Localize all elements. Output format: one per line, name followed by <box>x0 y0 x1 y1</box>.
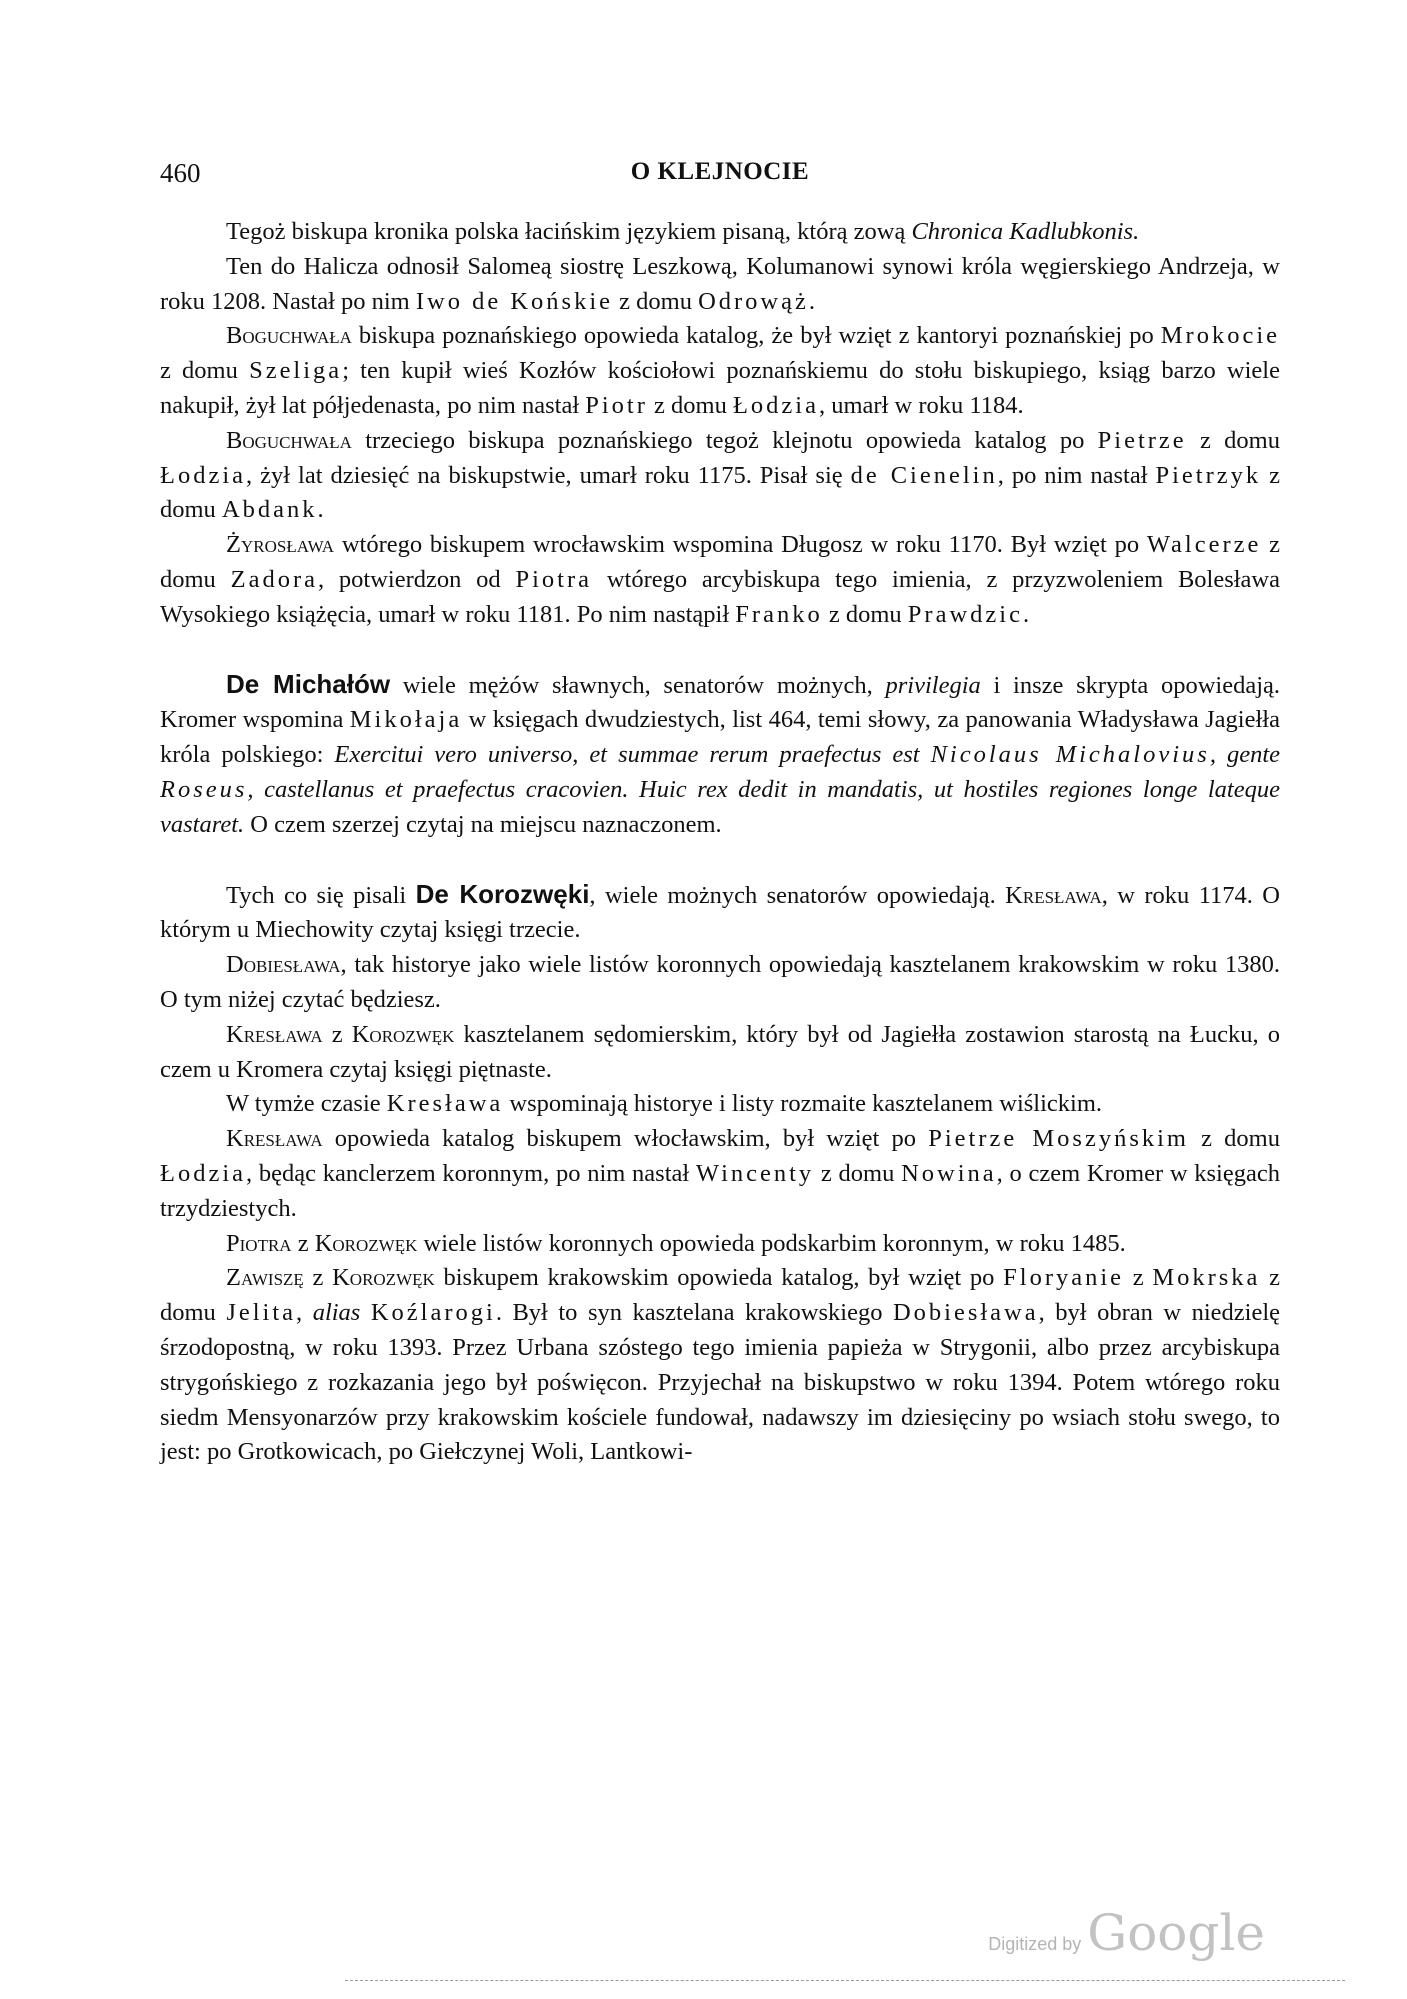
text-run: Wincenty <box>695 1159 815 1187</box>
text-run: z domu <box>160 531 1281 593</box>
text-run: Abdank <box>221 496 318 524</box>
text-run: wtórego arcybiskupa tego imienia, z przyzwoleniem Bolesława Wysokiego książęcia, umarł w roku 1181. Po nim nastąpił <box>160 565 1281 628</box>
paragraph <box>160 667 1280 843</box>
text-run: Korozwęk <box>332 1264 435 1292</box>
text-run: biskupa poznańskiego opowieda katalog, że był wzięt z kantoryi poznańskiej po <box>351 322 1161 350</box>
text-run: w księgach dwudziestych, list 464, temi słowy, za panowania Władysława Jagiełła króla polskiego: <box>160 706 1280 769</box>
text-run: , będąc kanclerzem koronnym, po nim nastał <box>246 1159 696 1187</box>
text-run: Iwo de Końskie <box>415 287 614 315</box>
text-run: z domu <box>814 1159 902 1187</box>
text-run: Dobiesława <box>226 951 341 979</box>
text-run: Dobiesława <box>892 1299 1039 1327</box>
text-run: . <box>808 287 815 315</box>
text-run: Mokrska <box>1152 1264 1261 1292</box>
text-run: opowieda katalog biskupem włocławskim, był wzięt po <box>322 1125 929 1153</box>
text-run: , żył lat dziesięć na biskupstwie, umarł roku 1175. Pisał się <box>246 461 851 489</box>
text-run: , w roku 1174. O którym u Miechowity czytaj księgi trzecie. <box>160 881 1280 944</box>
text-run: . <box>317 496 324 524</box>
text-run: Boguchwała <box>226 426 352 454</box>
section-heading: De Korozwęki <box>415 878 590 909</box>
page-number: 460 <box>160 158 201 188</box>
text-run: biskupem krakowskim opowieda katalog, był wzięt po <box>434 1264 1004 1292</box>
text-run: W tymże czasie <box>226 1090 387 1118</box>
text-run: Piotr <box>585 391 648 419</box>
text-run: . <box>1022 600 1030 628</box>
text-run: z <box>303 1264 333 1292</box>
text-run: de Cienelin <box>850 461 998 489</box>
text-run: Łodzia <box>732 391 819 419</box>
text-run: ; ten kupił wieś Kozłów kościołowi poznańskiemu do stołu biskupiego, ksiąg barzo wiele nakupił, żył lat półjedenasta, po nim nastał <box>160 357 1280 419</box>
digitization-watermark <box>988 1904 1265 1964</box>
text-run: Łodzia <box>160 461 247 489</box>
text-run: Tegoż biskupa kronika polska łacińskim językiem pisaną, którą zową <box>226 218 912 245</box>
text-run: Żyrosława <box>226 531 335 559</box>
text-run: Pietrze Moszyńskim <box>928 1125 1189 1153</box>
page-header <box>160 158 1280 198</box>
text-run: wiele mężów sławnych, senatorów możnych, <box>390 671 886 699</box>
text-run: Szeliga <box>249 357 343 385</box>
text-run: z domu <box>613 287 699 315</box>
text-run: , gente <box>1209 741 1281 769</box>
paragraph <box>160 1227 1280 1262</box>
paragraph <box>160 250 1280 320</box>
text-run: Ten do Halicza odnosił Salomeą siostrę Leszkową, Kolumanowi synowi króla węgierskiego Andrzeja, w roku 1208. Nastał po nim <box>160 252 1280 315</box>
text-run: Prawdzic <box>907 600 1023 628</box>
text-run: , wiele możnych senatorów opowiedają. <box>589 881 1006 909</box>
paragraph <box>160 1261 1280 1470</box>
paragraph <box>160 215 1280 250</box>
text-run: Boguchwała <box>226 322 352 350</box>
text-run: Chronica Kadlubkonis. <box>911 218 1140 245</box>
text-run: alias <box>312 1299 361 1327</box>
text-run: Pietrze <box>1097 426 1187 454</box>
paragraph <box>160 528 1280 632</box>
text-run: , był obran w niedzielę śrzodopostną, w roku 1393. Przez Urbana szóstego tego imienia papieża w Strygonii, albo przez arcybiskupa strygońskiego z rozkazania jego był poświęcon. Przyjechał na biskupstwo w roku 1394. Potem wtórego roku siedm Mensyonarzów przy krakowskim kościele fundował, nadawszy im dziesięciny po wsiach stołu swego, to jest: po Grotkowicach, po Giełczynej Woli, Lantkowi- <box>160 1299 1281 1466</box>
text-run: Kresława <box>226 1020 323 1048</box>
text-run: Kresława <box>226 1125 323 1153</box>
text-run: , <box>296 1299 313 1327</box>
text-run: Jelita <box>226 1299 297 1327</box>
text-run: Roseus <box>160 775 248 803</box>
text-run: , o czem Kromer w księgach trzydziestych. <box>160 1159 1280 1222</box>
text-run: wtórego biskupem wrocławskim wspomina Długosz w roku 1170. Był wzięt po <box>334 531 1147 559</box>
text-run: trzeciego biskupa poznańskiego tegoż klejnotu opowieda katalog po <box>351 426 1098 454</box>
text-run: . Był to syn kasztelana krakowskiego <box>495 1299 893 1327</box>
text-run: Korozwęk <box>351 1020 455 1048</box>
text-run: Nicolaus Michalovius <box>930 741 1210 769</box>
text-run: Korozwęk <box>314 1229 418 1257</box>
text-run: Mikołaja <box>349 706 463 734</box>
paragraph <box>160 319 1280 423</box>
text-run: Zadora <box>230 565 318 593</box>
text-run: Franko <box>735 600 823 628</box>
paragraph <box>160 1087 1280 1122</box>
running-title: O KLEJNOCIE <box>630 158 810 185</box>
text-run: wiele listów koronnych opowieda podskarbim koronnym, w roku 1485. <box>417 1229 1126 1257</box>
paragraph <box>160 1018 1280 1088</box>
text-run: Nowina <box>901 1159 997 1187</box>
paragraph <box>160 424 1280 528</box>
text-run: kasztelanem sędomierskim, który był od Jagiełła zostawion starostą na Łucku, o czem u Kromera czytaj księgi piętnaste. <box>160 1020 1281 1083</box>
text-run: , umarł w roku 1184. <box>819 391 1024 419</box>
text-run: Piotra <box>515 565 593 593</box>
text-run: z <box>291 1229 315 1257</box>
text-run: , castellanus et praefectus cracovien. Huic rex dedit in mandatis, ut hostiles regiones longe lateque vastaret. <box>160 775 1280 838</box>
text-run: i insze skrypta opowiedają. Kromer wspomina <box>160 671 1280 734</box>
paragraph <box>160 877 1280 949</box>
text-run: Łodzia <box>160 1159 247 1187</box>
section-heading: De Michałów <box>226 668 391 699</box>
text-run: z domu <box>822 600 908 628</box>
text-run: Piotra <box>226 1229 292 1257</box>
text-run: Zawiszę <box>226 1264 304 1292</box>
text-run: Kresława <box>1005 881 1102 909</box>
paragraph <box>160 1122 1280 1226</box>
text-run: privilegia <box>885 671 981 699</box>
text-run: Floryanie <box>1003 1264 1125 1292</box>
text-run: O czem szerzej czytaj na miejscu naznaczonem. <box>244 810 722 838</box>
text-run: Mrokocie <box>1160 322 1280 350</box>
text-run: Kresława <box>386 1090 504 1118</box>
text-run: Odrowąż <box>698 287 809 315</box>
text-run: Koźlarogi <box>370 1299 496 1327</box>
text-run: z domu <box>1188 1125 1280 1153</box>
text-run: z domu <box>647 391 733 419</box>
text-run: , tak historye jako wiele listów koronnych opowiedają kasztelanem krakowskim w roku 1380. O tym niżej czytać będziesz. <box>160 951 1280 1013</box>
scan-edge-line <box>345 1980 1345 1982</box>
text-run: z domu <box>160 1264 1281 1327</box>
digitized-by-label: Digitized by <box>988 1934 1082 1954</box>
text-run: z <box>1124 1264 1153 1292</box>
paragraph <box>160 948 1280 1018</box>
text-run: , potwierdzon od <box>317 565 516 593</box>
text-run: Exercitui vero universo, et summae rerum praefectus est <box>334 741 931 769</box>
text-run: Walcerze <box>1146 531 1262 559</box>
text-run: , po nim nastał <box>997 461 1156 489</box>
text-run: z domu <box>160 461 1281 524</box>
text-run: z <box>322 1020 352 1048</box>
text-run: Tych co się pisali <box>226 881 416 909</box>
text-run <box>360 1299 371 1326</box>
text-run: z domu <box>160 357 250 385</box>
google-logo: Google <box>1087 1904 1265 1962</box>
text-run: wspominają historye i listy rozmaite kasztelanem wiślickim. <box>503 1090 1103 1118</box>
text-run: z domu <box>1186 426 1280 454</box>
page-body <box>160 215 1280 1470</box>
text-run: Pietrzyk <box>1155 461 1262 489</box>
